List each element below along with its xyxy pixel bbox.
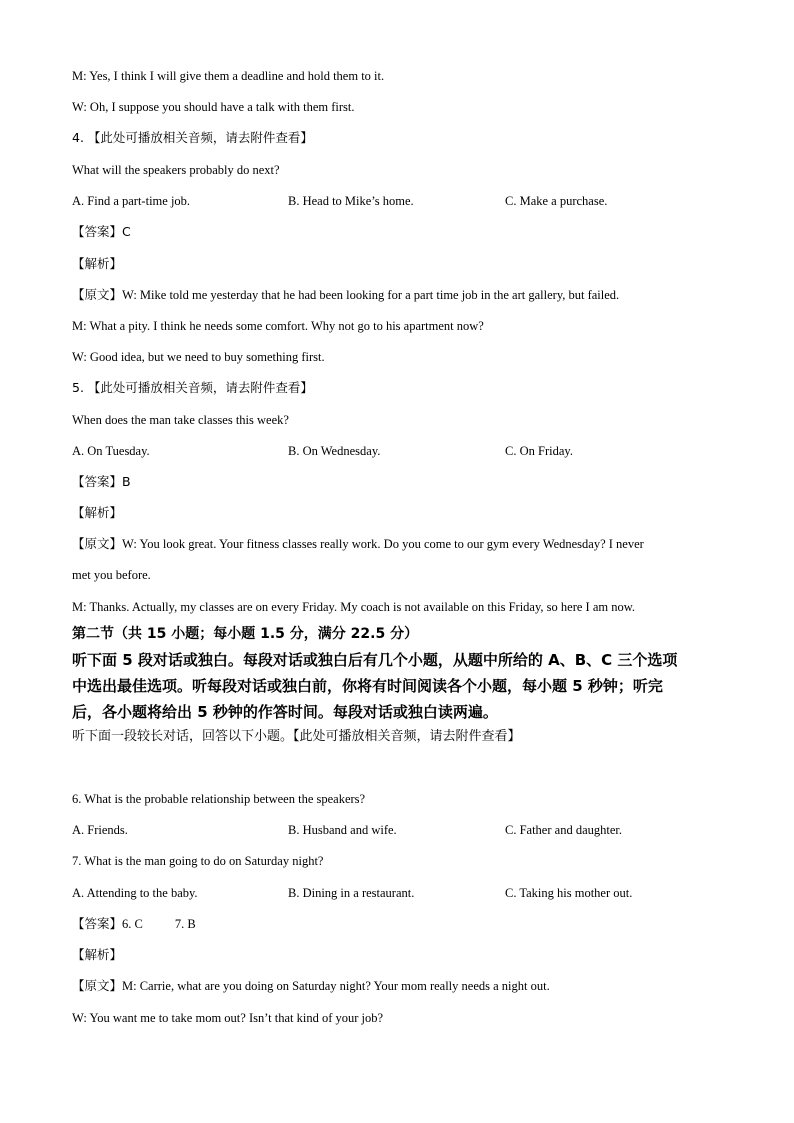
- q5-transcript-line: met you before.: [72, 568, 151, 582]
- answer-7: 7. B: [174, 917, 196, 931]
- q4-option-c: C. Make a purchase.: [505, 194, 608, 208]
- q6-7-answer: [72, 916, 196, 932]
- answer-6: 6. C: [122, 917, 143, 931]
- section-2-heading: 第二节（共 15 小题；每小题 1.5 分，满分 22.5 分）: [72, 626, 419, 642]
- q5-transcript-line: 【原文】W: You look great. Your fitness classes really work. Do you come to our gym every Wednesday? I never: [72, 537, 644, 551]
- q7-option-a: A. Attending to the baby.: [72, 886, 198, 900]
- answer-label: 【答案】: [72, 916, 123, 931]
- q5-option-b: B. On Wednesday.: [288, 444, 381, 458]
- question-5-text: When does the man take classes this week?: [72, 413, 289, 427]
- q4-option-a: A. Find a part-time job.: [72, 194, 191, 208]
- q4-transcript-line: M: What a pity. I think he needs some comfort. Why not go to his apartment now?: [72, 319, 484, 333]
- q6-7-transcript-line: 【原文】M: Carrie, what are you doing on Saturday night? Your mom really needs a night out.: [72, 979, 550, 993]
- q5-transcript-line: M: Thanks. Actually, my classes are on every Friday. My coach is not available on this Friday, so here I am now.: [72, 600, 636, 614]
- section-2-intro: 听下面一段较长对话，回答以下小题。【此处可播放相关音频，请去附件查看】: [72, 729, 521, 744]
- q6-7-transcript-line: W: You want me to take mom out? Isn’t that kind of your job?: [72, 1011, 384, 1025]
- q4-transcript-line: 【原文】W: Mike told me yesterday that he had been looking for a part time job in the art gallery, but failed.: [72, 288, 620, 302]
- q5-answer: 【答案】B: [72, 474, 131, 489]
- q7-option-c: C. Taking his mother out.: [505, 886, 633, 900]
- dialogue-line: W: Oh, I suppose you should have a talk with them first.: [72, 100, 355, 114]
- q6-option-b: B. Husband and wife.: [288, 823, 397, 837]
- q6-7-analysis: 【解析】: [72, 947, 123, 962]
- q5-option-a: A. On Tuesday.: [72, 444, 150, 458]
- q4-analysis: 【解析】: [72, 256, 123, 271]
- section-2-instructions: 听下面 5 段对话或独白。每段对话或独白后有几个小题，从题中所给的 A、B、C 三个选项: [72, 651, 678, 669]
- question-4-number: 4. 【此处可播放相关音频，请去附件查看】: [72, 130, 313, 145]
- q5-option-c: C. On Friday.: [505, 444, 573, 458]
- q4-transcript-line: W: Good idea, but we need to buy something first.: [72, 350, 325, 364]
- q4-answer: 【答案】C: [72, 224, 131, 239]
- question-4-text: What will the speakers probably do next?: [72, 163, 280, 177]
- question-5-number: 5. 【此处可播放相关音频，请去附件查看】: [72, 380, 313, 395]
- dialogue-line: M: Yes, I think I will give them a deadline and hold them to it.: [72, 69, 385, 83]
- section-2-instructions: 后，各小题将给出 5 秒钟的作答时间。每段对话或独白读两遍。: [72, 703, 498, 721]
- question-6-text: 6. What is the probable relationship between the speakers?: [72, 792, 366, 806]
- section-2-instructions: 中选出最佳选项。听每段对话或独白前，你将有时间阅读各个小题，每小题 5 秒钟；听完: [72, 677, 663, 695]
- q5-analysis: 【解析】: [72, 505, 123, 520]
- q7-option-b: B. Dining in a restaurant.: [288, 886, 415, 900]
- q4-option-b: B. Head to Mike’s home.: [288, 194, 414, 208]
- question-7-text: 7. What is the man going to do on Saturday night?: [72, 854, 324, 868]
- q6-option-c: C. Father and daughter.: [505, 823, 622, 837]
- q6-option-a: A. Friends.: [72, 823, 128, 837]
